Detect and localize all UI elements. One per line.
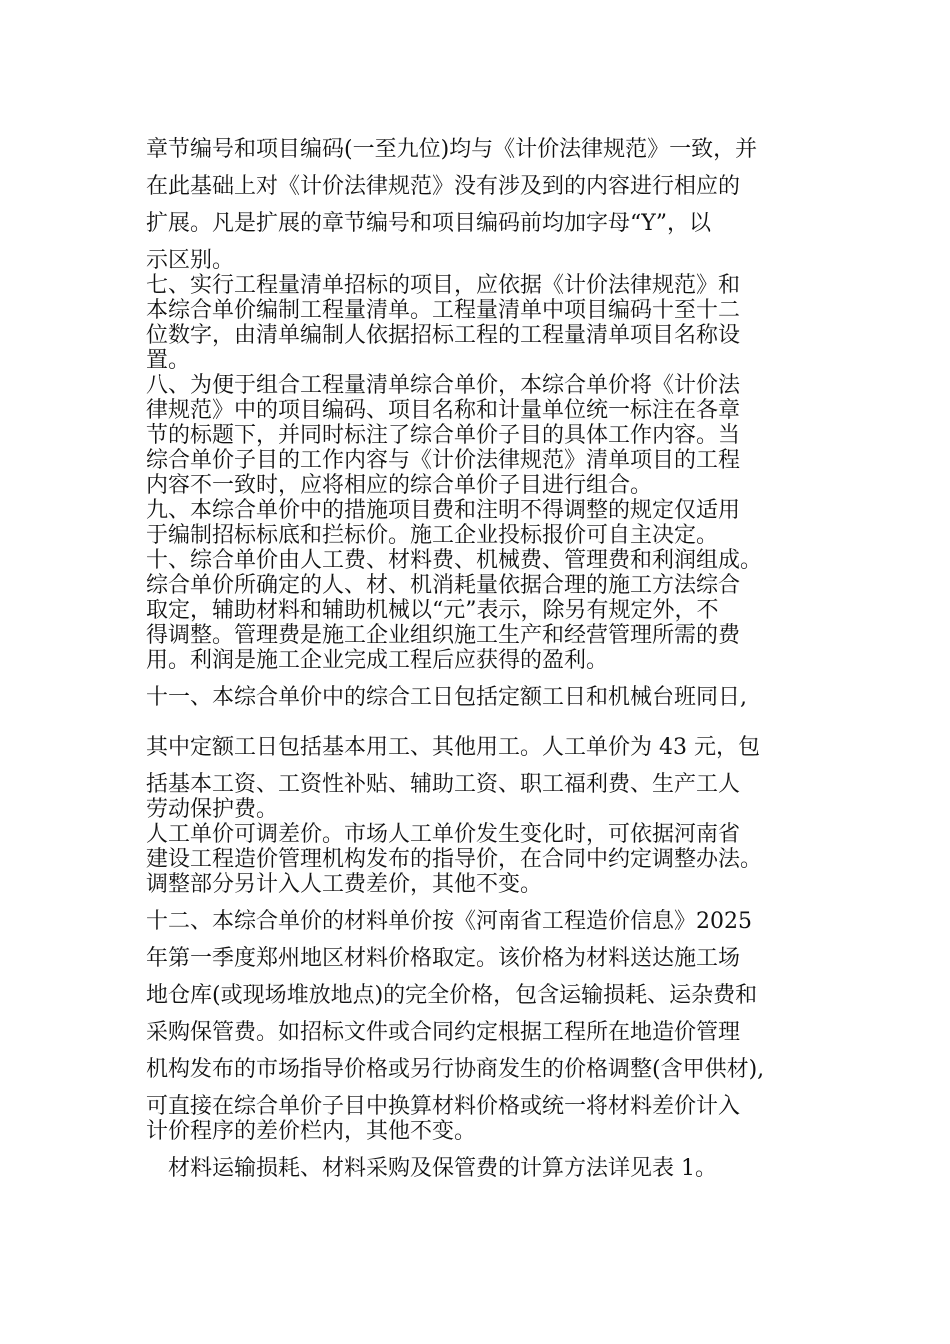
text-line: 内容不一致时，应将相应的综合单价子目进行组合。 [146, 473, 653, 498]
text-line: 材料运输损耗、材料采购及保管费的计算方法详见表 1。 [168, 1156, 717, 1181]
text-line: 劳动保护费。 [146, 797, 279, 822]
text-line: 位数字，由清单编制人依据招标工程的工程量清单项目名称设 [146, 323, 741, 348]
text-line: 括基本工资、工资性补贴、辅助工资、职工福利费、生产工人 [146, 772, 741, 797]
text-line: 综合单价所确定的人、材、机消耗量依据合理的施工方法综合 [146, 573, 741, 598]
text-line: 在此基础上对《计价法律规范》没有涉及到的内容进行相应的 [146, 174, 741, 199]
text-line: 综合单价子目的工作内容与《计价法律规范》清单项目的工程 [146, 448, 741, 473]
text-line: 机构发布的市场指导价格或另行协商发生的价格调整(含甲供材), [146, 1057, 765, 1082]
text-line: 十、综合单价由人工费、材料费、机械费、管理费和利润组成。 [146, 548, 763, 573]
text-line: 调整部分另计入人工费差价，其他不变。 [146, 872, 543, 897]
text-line: 得调整。管理费是施工企业组织施工生产和经营管理所需的费 [146, 623, 741, 648]
text-line: 九、本综合单价中的措施项目费和注明不得调整的规定仅适用 [146, 498, 741, 523]
text-line: 采购保管费。如招标文件或合同约定根据工程所在地造价管理 [146, 1020, 741, 1045]
text-line: 本综合单价编制工程量清单。工程量清单中项目编码十至十二 [146, 298, 741, 323]
text-line: 取定，辅助材料和辅助机械以“元”表示，除另有规定外，不 [146, 598, 719, 623]
text-line: 节的标题下，并同时标注了综合单价子目的具体工作内容。当 [146, 423, 741, 448]
text-line: 置。 [146, 348, 191, 373]
text-line: 于编制招标标底和拦标价。施工企业投标报价可自主决定。 [146, 523, 719, 548]
text-line: 章节编号和项目编码(一至九位)均与《计价法律规范》一致，并 [146, 137, 758, 162]
text-line: 年第一季度郑州地区材料价格取定。该价格为材料送达施工场 [146, 946, 741, 971]
text-line: 人工单价可调差价。市场人工单价发生变化时，可依据河南省 [146, 822, 741, 847]
text-line: 扩展。凡是扩展的章节编号和项目编码前均加字母“Y”，以 [146, 211, 712, 236]
text-line: 用。利润是施工企业完成工程后应获得的盈利。 [146, 648, 609, 673]
text-line: 七、实行工程量清单招标的项目，应依据《计价法律规范》和 [146, 273, 741, 298]
text-line: 八、为便于组合工程量清单综合单价，本综合单价将《计价法 [146, 373, 741, 398]
text-line: 十一、本综合单价中的综合工日包括定额工日和机械台班同日, [146, 685, 747, 710]
text-line: 十二、本综合单价的材料单价按《河南省工程造价信息》2025 [146, 909, 752, 934]
text-line: 律规范》中的项目编码、项目名称和计量单位统一标注在各章 [146, 398, 741, 423]
text-line: 计价程序的差价栏内，其他不变。 [146, 1119, 477, 1144]
text-line: 其中定额工日包括基本用工、其他用工。人工单价为 43 元，包 [146, 735, 760, 760]
text-line: 地仓库(或现场堆放地点)的完全价格，包含运输损耗、运杂费和 [146, 983, 758, 1008]
text-line: 示区别。 [146, 248, 235, 273]
text-line: 可直接在综合单价子目中换算材料价格或统一将材料差价计入 [146, 1094, 741, 1119]
text-line: 建设工程造价管理机构发布的指导价，在合同中约定调整办法。 [146, 847, 763, 872]
